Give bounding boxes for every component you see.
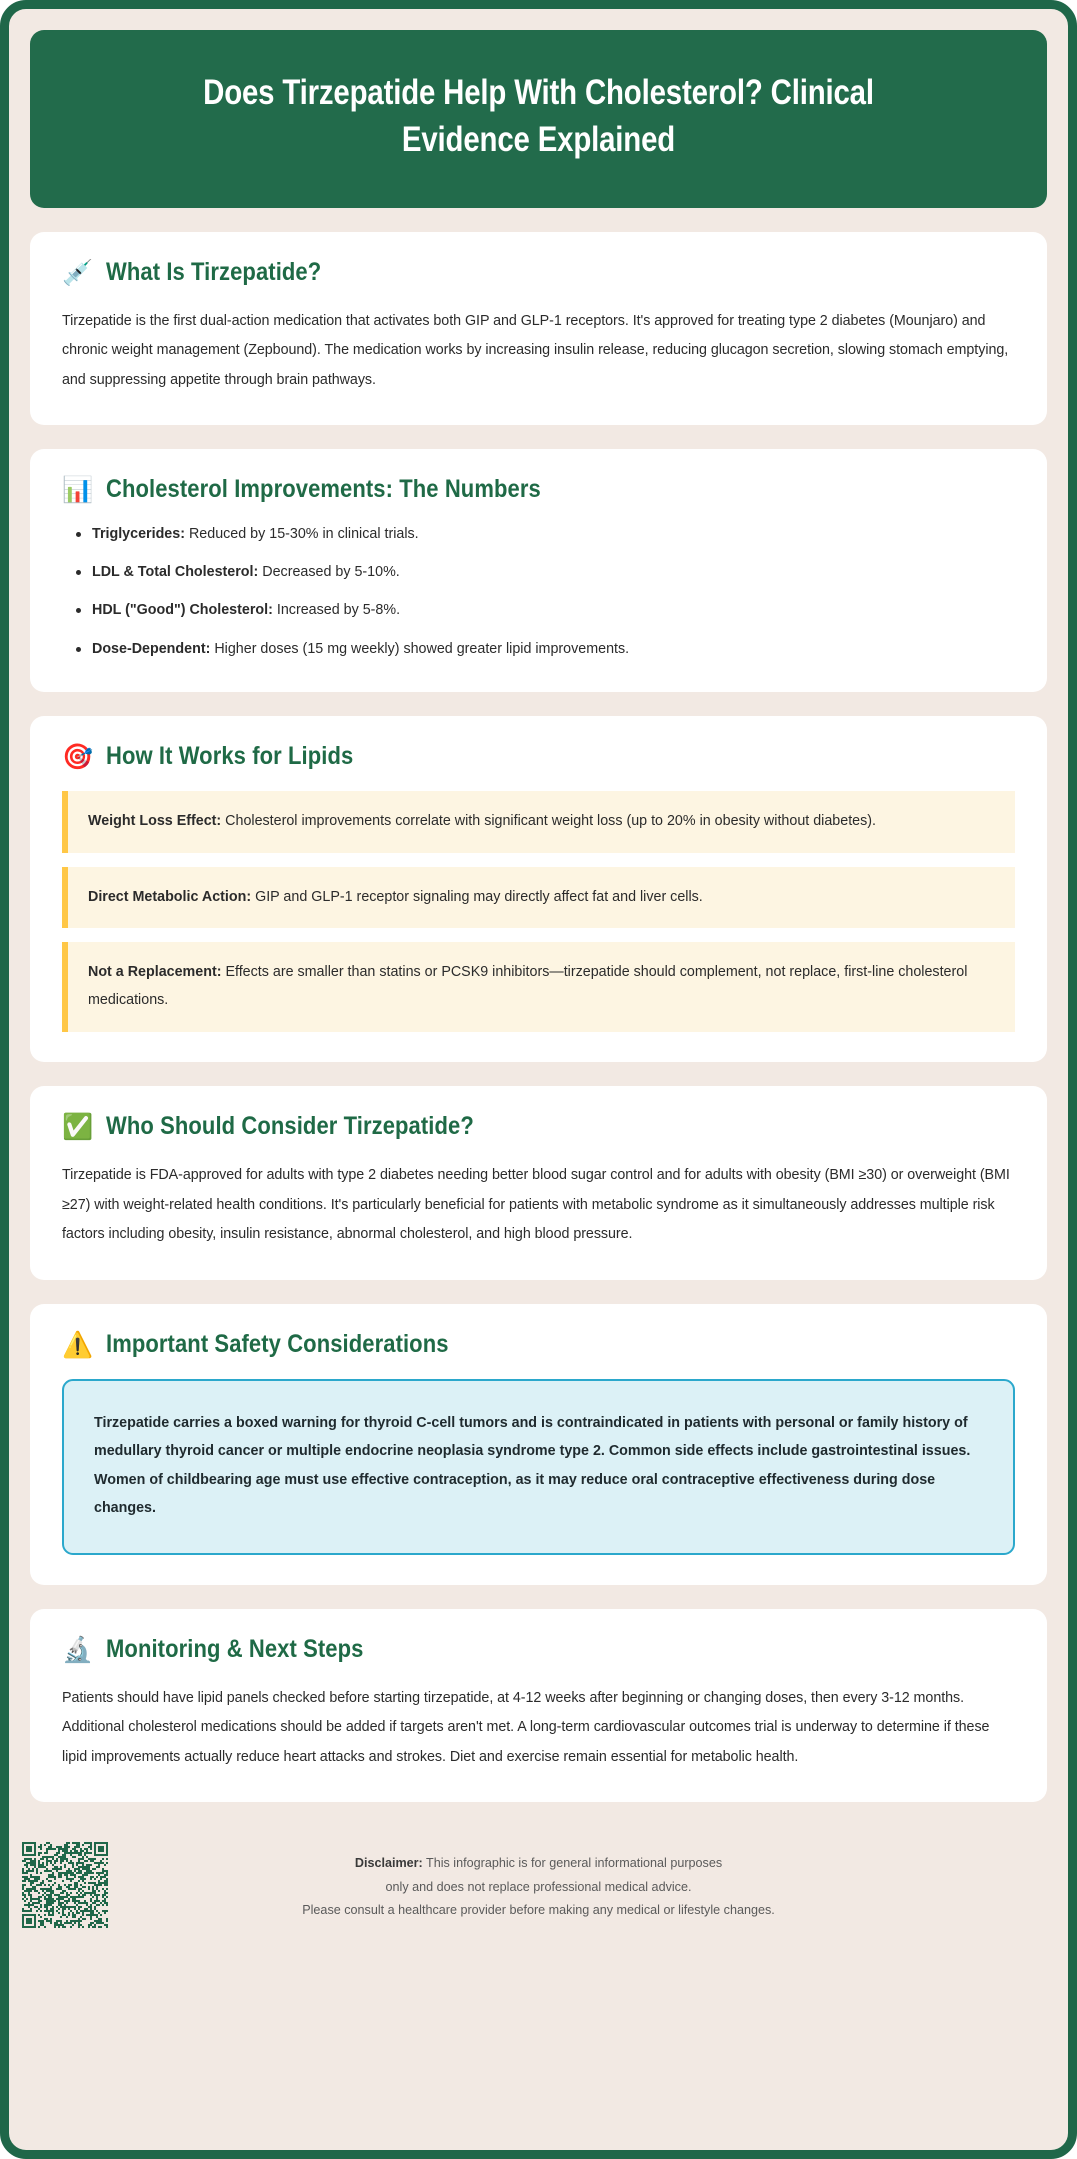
list-item-lead: Dose-Dependent: [92,640,211,657]
disclaimer-line-2: only and does not replace professional medical advice. [385,1879,692,1894]
section-header [62,742,1015,771]
section-title: What Is Tirzepatide? [106,257,322,286]
section-title: Who Should Consider Tirzepatide? [106,1112,475,1141]
section-header [62,258,1015,287]
syringe-icon: 💉 [62,257,94,287]
list-item-text: Decreased by 5-10%. [262,564,400,581]
section-title: Important Safety Considerations [106,1329,449,1358]
section-title: How It Works for Lipids [106,741,354,770]
list-item-text: Reduced by 15-30% in clinical trials. [188,526,419,543]
section-title: Monitoring & Next Steps [106,1634,364,1663]
disclaimer-line-3: Please consult a healthcare provider before making any medical or lifestyle changes. [302,1903,775,1918]
callout-text: GIP and GLP-1 receptor signaling may directly affect fat and liver cells. [255,888,703,905]
list-item-lead: LDL & Total Cholesterol: [92,564,259,581]
section-header [62,1635,1015,1664]
disclaimer-text-1: This infographic is for general informational purposes [422,1856,723,1871]
section-header [62,1112,1015,1141]
callout-lead: Not a Replacement: [88,964,222,981]
list-item [92,639,1015,660]
target-icon: 🎯 [62,741,94,771]
callout-box [62,942,1015,1032]
list-item-lead: HDL ("Good") Cholesterol: [92,602,273,619]
callout-lead: Direct Metabolic Action: [88,888,252,905]
list-item-text: Increased by 5-8%. [276,602,401,619]
section-header [62,475,1015,504]
section-title: Cholesterol Improvements: The Numbers [106,475,541,504]
disclaimer-lead: Disclaimer: [354,1856,423,1871]
list-item-text: Higher doses (15 mg weekly) showed greater lipid improvements. [214,640,630,657]
microscope-icon: 🔬 [62,1634,94,1664]
callout-text: Effects are smaller than statins or PCSK9 inhibitors—tirzepatide should complement, not replace, first-line cholesterol medications. [88,964,968,1009]
list-item [92,600,1015,621]
callout-box [62,791,1015,853]
warning-triangle-icon: ⚠️ [62,1329,94,1359]
list-item-lead: Triglycerides: [92,526,185,543]
callout-box [62,867,1015,929]
section-monitoring-next-steps [30,1609,1047,1802]
section-cholesterol-improvements [30,449,1047,692]
check-mark-icon: ✅ [62,1112,94,1142]
section-paragraph: Patients should have lipid panels checked before starting tirzepatide, at 4-12 weeks after beginning or changing doses, then every 3-12 months. Additional cholesterol medications should be added if targets aren't met. A long-term cardiovascular outcomes trial is underway to determine if these lipid improvements actually reduce heart attacks and strokes. Diet and exercise remain essential for metabolic health. [62,1689,990,1765]
page-title: Does Tirzepatide Help With Cholesterol? Clinical Evidence Explained [203,73,874,159]
callout-lead: Weight Loss Effect: [88,812,222,829]
disclaimer [30,1852,1047,1922]
list-item [92,524,1015,545]
section-header [62,1330,1015,1359]
page-content [9,9,1068,2001]
bar-chart-icon: 📊 [62,475,94,505]
callout-text: Cholesterol improvements correlate with significant weight loss (up to 20% in obesity without diabetes). [225,812,876,829]
footer [30,1826,1047,2001]
safety-warning-box: Tirzepatide carries a boxed warning for thyroid C-cell tumors and is contraindicated in patients with personal or family history of medullary thyroid cancer or multiple endocrine neoplasia syndrome type 2. Common side effects include gastrointestinal issues. Women of childbearing age must use effective contraception, as it may reduce oral contraceptive effectiveness during dose changes. [62,1379,1015,1555]
section-how-it-works [30,716,1047,1063]
section-safety-considerations [30,1304,1047,1585]
list-item [92,562,1015,583]
section-paragraph: Tirzepatide is the first dual-action medication that activates both GIP and GLP-1 receptors. It's approved for treating type 2 diabetes (Mounjaro) and chronic weight management (Zepbound). The medication works by increasing insulin release, reducing glucagon secretion, slowing stomach emptying, and suppressing appetite through brain pathways. [62,312,1009,388]
header-banner [30,30,1047,208]
section-paragraph: Tirzepatide is FDA-approved for adults with type 2 diabetes needing better blood sugar control and for adults with obesity (BMI ≥30) or overweight (BMI ≥27) with weight-related health conditions. It's particularly beneficial for patients with metabolic syndrome as it simultaneously addresses multiple risk factors including obesity, insulin resistance, abnormal cholesterol, and high blood pressure. [62,1167,1010,1243]
disclaimer-line-1 [30,1852,1047,1875]
stats-list [62,524,1015,660]
section-who-should-consider [30,1086,1047,1279]
section-what-is-tirzepatide [30,232,1047,425]
